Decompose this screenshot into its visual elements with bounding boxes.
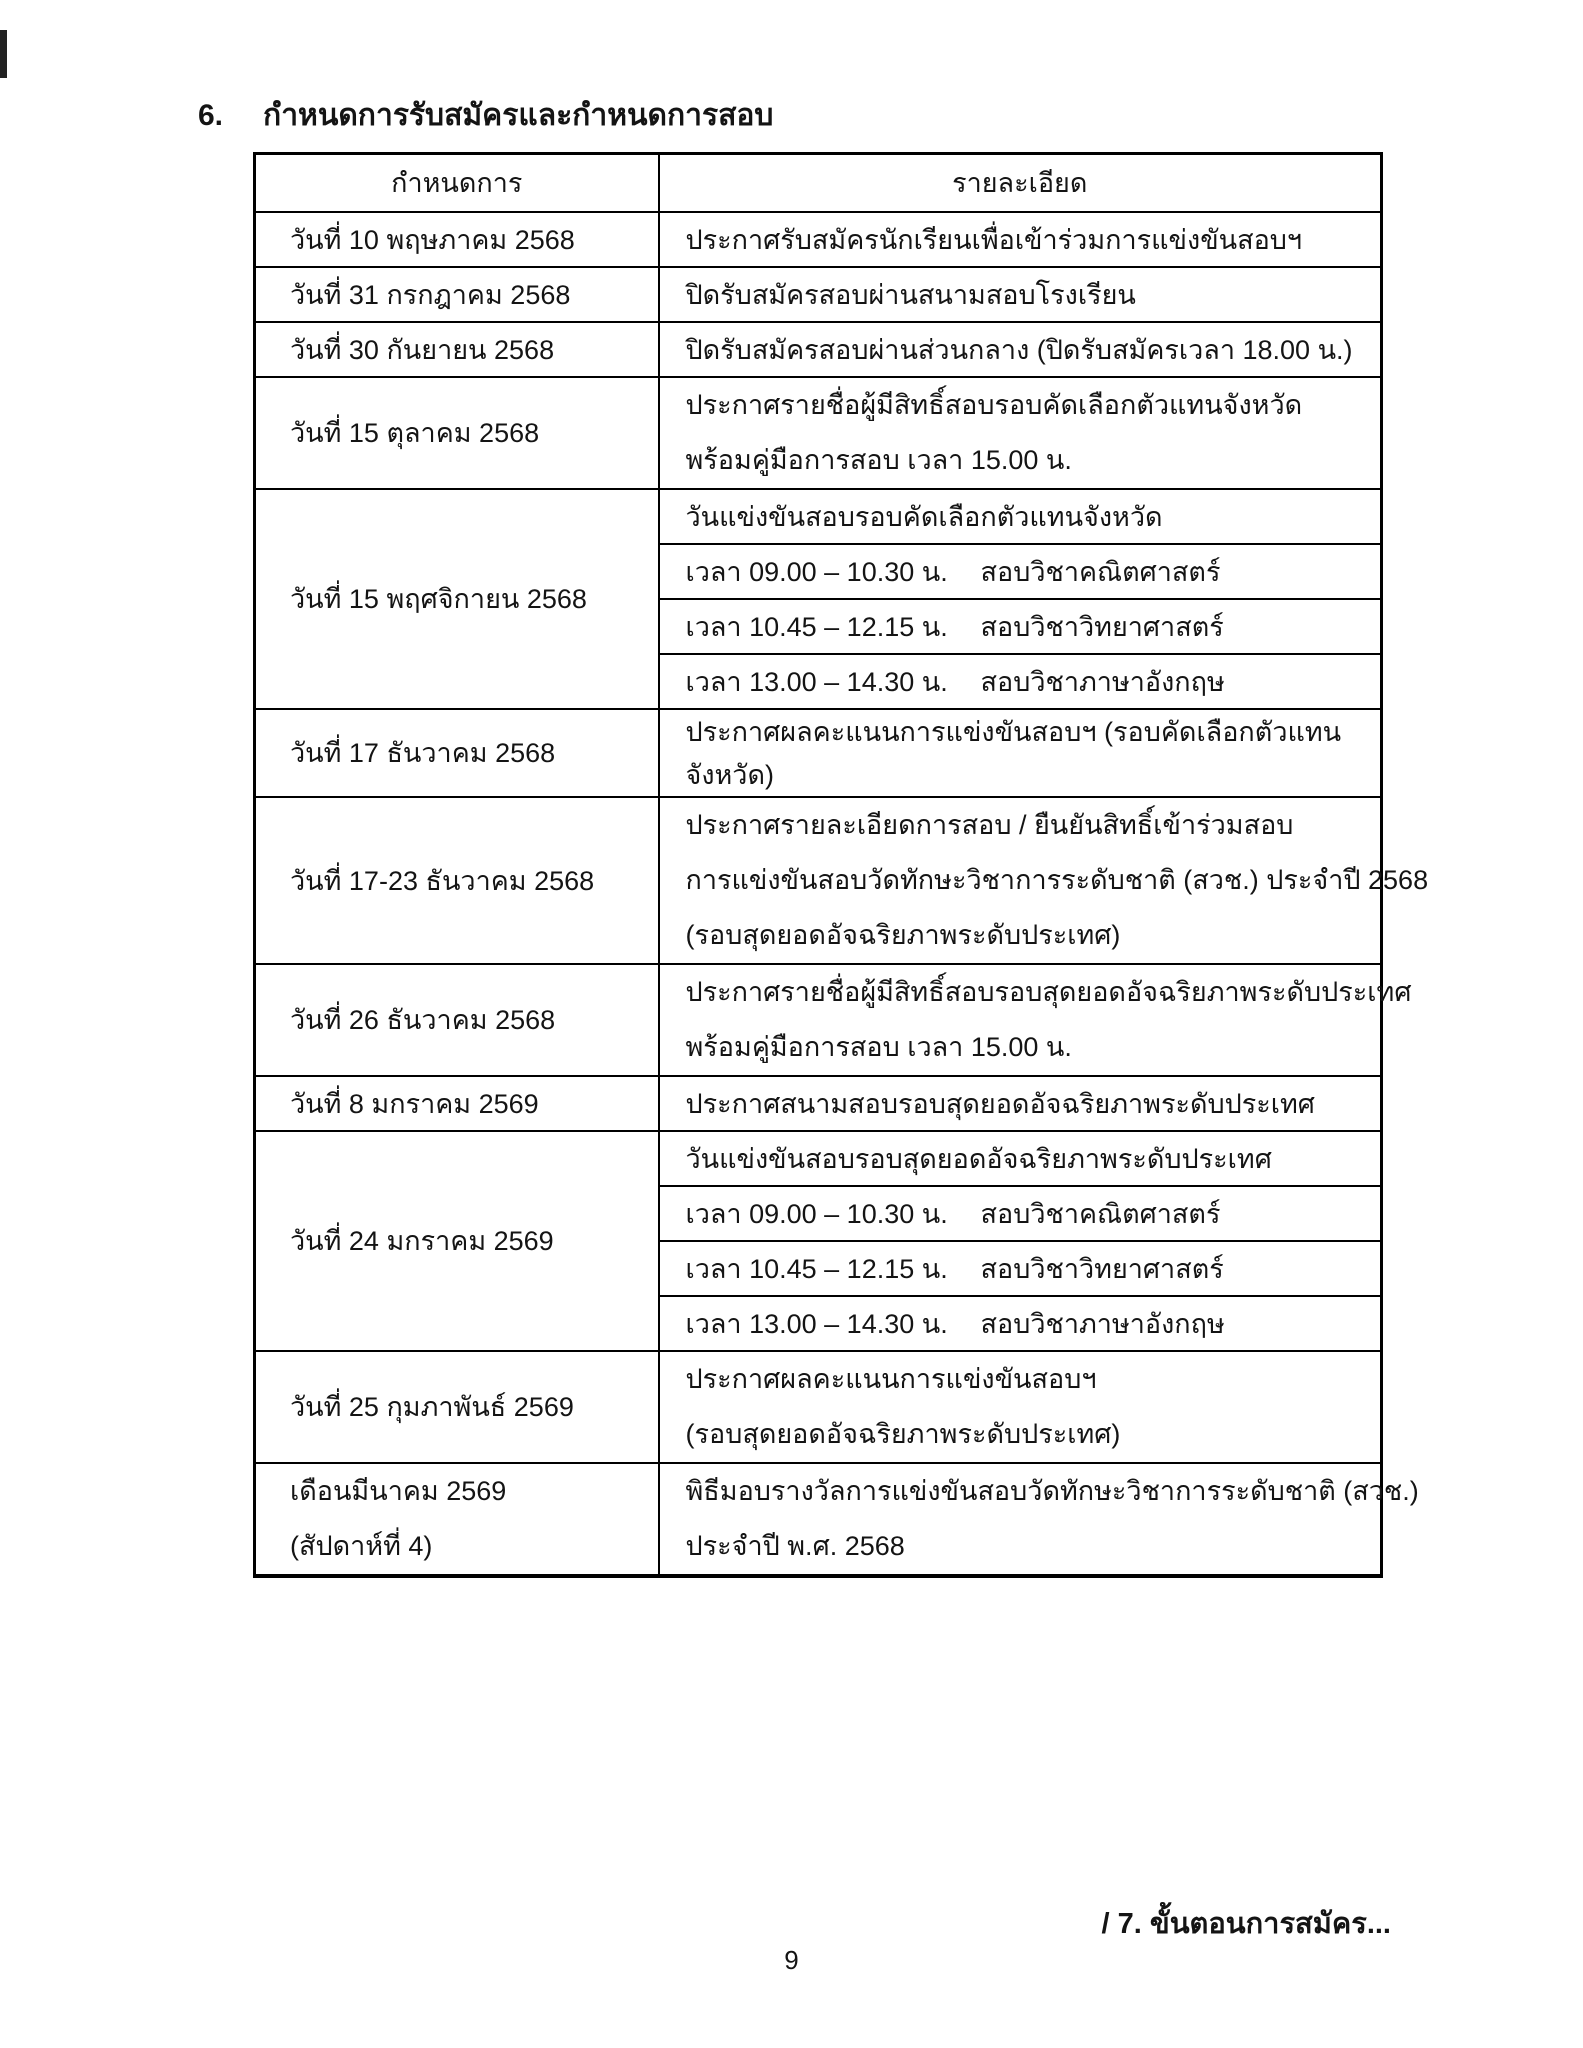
table-row [255,489,1382,544]
scan-artifact-mark [0,30,7,78]
footer-continuation-note: / 7. ขั้นตอนการสมัคร... [1101,1908,1391,1940]
detail-cell [659,377,1382,489]
section-heading [198,92,773,139]
page-number: 9 [784,1945,799,1975]
table-row [255,322,1382,377]
detail-subheader-cell: วันแข่งขันสอบรอบคัดเลือกตัวแทนจังหวัด [659,489,1382,544]
table-row [255,267,1382,322]
detail-cell [659,797,1429,964]
detail-subheader-cell: วันแข่งขันสอบรอบสุดยอดอัจฉริยภาพระดับประเทศ [659,1131,1382,1186]
table-row [255,964,1382,1076]
date-cell: วันที่ 26 ธันวาคม 2568 [255,964,659,1076]
date-cell: วันที่ 25 กุมภาพันธ์ 2569 [255,1351,659,1463]
detail-line: ประกาศรายชื่อผู้มีสิทธิ์สอบรอบคัดเลือกตัวแทนจังหวัด [685,389,1303,420]
detail-line: ประกาศรายละเอียดการสอบ / ยืนยันสิทธิ์เข้าร่วมสอบ [685,809,1294,840]
detail-line: พร้อมคู่มือการสอบ เวลา 15.00 น. [685,444,1072,475]
exam-time: เวลา 09.00 – 10.30 น. [685,1198,948,1229]
detail-line: พิธีมอบรางวัลการแข่งขันสอบวัดทักษะวิชาการระดับชาติ (สวช.) [685,1475,1419,1506]
date-cell [255,1463,659,1576]
table-row [255,1076,1382,1131]
column-header-schedule: กำหนดการ [255,154,659,212]
exam-subject: สอบวิชาวิทยาศาสตร์ [980,1253,1224,1284]
date-cell: วันที่ 17-23 ธันวาคม 2568 [255,797,659,964]
exam-time: เวลา 09.00 – 10.30 น. [685,556,948,587]
exam-subject: สอบวิชาภาษาอังกฤษ [980,666,1225,697]
exam-time: เวลา 10.45 – 12.15 น. [685,611,948,642]
table-row [255,212,1382,267]
section-title: กำหนดการรับสมัครและกำหนดการสอบ [263,99,774,132]
table-row [255,1351,1382,1463]
detail-line: (รอบสุดยอดอัจฉริยภาพระดับประเทศ) [685,919,1121,950]
exam-slot-cell [659,544,1382,599]
date-cell: วันที่ 15 ตุลาคม 2568 [255,377,659,489]
date-line: (สัปดาห์ที่ 4) [290,1530,433,1561]
date-cell: วันที่ 30 กันยายน 2568 [255,322,659,377]
exam-slot-cell [659,599,1382,654]
date-line: เดือนมีนาคม 2569 [290,1475,507,1506]
exam-time: เวลา 10.45 – 12.15 น. [685,1253,948,1284]
detail-line: พร้อมคู่มือการสอบ เวลา 15.00 น. [685,1031,1072,1062]
exam-subject: สอบวิชาวิทยาศาสตร์ [980,611,1224,642]
detail-cell: ปิดรับสมัครสอบผ่านสนามสอบโรงเรียน [659,267,1382,322]
exam-slot-cell [659,654,1382,709]
column-header-details: รายละเอียด [659,154,1382,212]
table-header-row [255,154,1382,212]
date-cell: วันที่ 15 พฤศจิกายน 2568 [255,489,659,709]
date-cell: วันที่ 17 ธันวาคม 2568 [255,709,659,797]
exam-subject: สอบวิชาภาษาอังกฤษ [980,1308,1225,1339]
table-row [255,709,1382,797]
exam-subject: สอบวิชาคณิตศาสตร์ [980,1198,1221,1229]
detail-line: การแข่งขันสอบวัดทักษะวิชาการระดับชาติ (สวช.) ประจำปี 2568 [685,864,1429,895]
table-row [255,1131,1382,1186]
exam-slot-cell [659,1186,1382,1241]
date-cell: วันที่ 10 พฤษภาคม 2568 [255,212,659,267]
detail-line: (รอบสุดยอดอัจฉริยภาพระดับประเทศ) [685,1418,1121,1449]
exam-time: เวลา 13.00 – 14.30 น. [685,666,948,697]
detail-line: ประจำปี พ.ศ. 2568 [685,1530,905,1561]
detail-cell: ปิดรับสมัครสอบผ่านส่วนกลาง (ปิดรับสมัครเวลา 18.00 น.) [659,322,1382,377]
table-row [255,377,1382,489]
detail-cell: ประกาศรับสมัครนักเรียนเพื่อเข้าร่วมการแข่งขันสอบฯ [659,212,1382,267]
date-cell: วันที่ 8 มกราคม 2569 [255,1076,659,1131]
date-cell: วันที่ 24 มกราคม 2569 [255,1131,659,1351]
exam-slot-cell [659,1241,1382,1296]
detail-cell [659,1463,1419,1576]
exam-time: เวลา 13.00 – 14.30 น. [685,1308,948,1339]
detail-cell [659,1351,1382,1463]
detail-cell [659,964,1412,1076]
section-number: 6. [198,99,224,132]
detail-cell: ประกาศสนามสอบรอบสุดยอดอัจฉริยภาพระดับประเทศ [659,1076,1382,1131]
date-cell: วันที่ 31 กรกฎาคม 2568 [255,267,659,322]
detail-line: ประกาศผลคะแนนการแข่งขันสอบฯ [685,1363,1097,1394]
schedule-table [253,152,1429,1578]
exam-slot-cell [659,1296,1382,1351]
detail-cell: ประกาศผลคะแนนการแข่งขันสอบฯ (รอบคัดเลือกตัวแทนจังหวัด) [659,709,1382,797]
table-row [255,797,1382,964]
exam-subject: สอบวิชาคณิตศาสตร์ [980,556,1221,587]
detail-line: ประกาศรายชื่อผู้มีสิทธิ์สอบรอบสุดยอดอัจฉริยภาพระดับประเทศ [685,976,1412,1007]
table-row [255,1463,1382,1576]
